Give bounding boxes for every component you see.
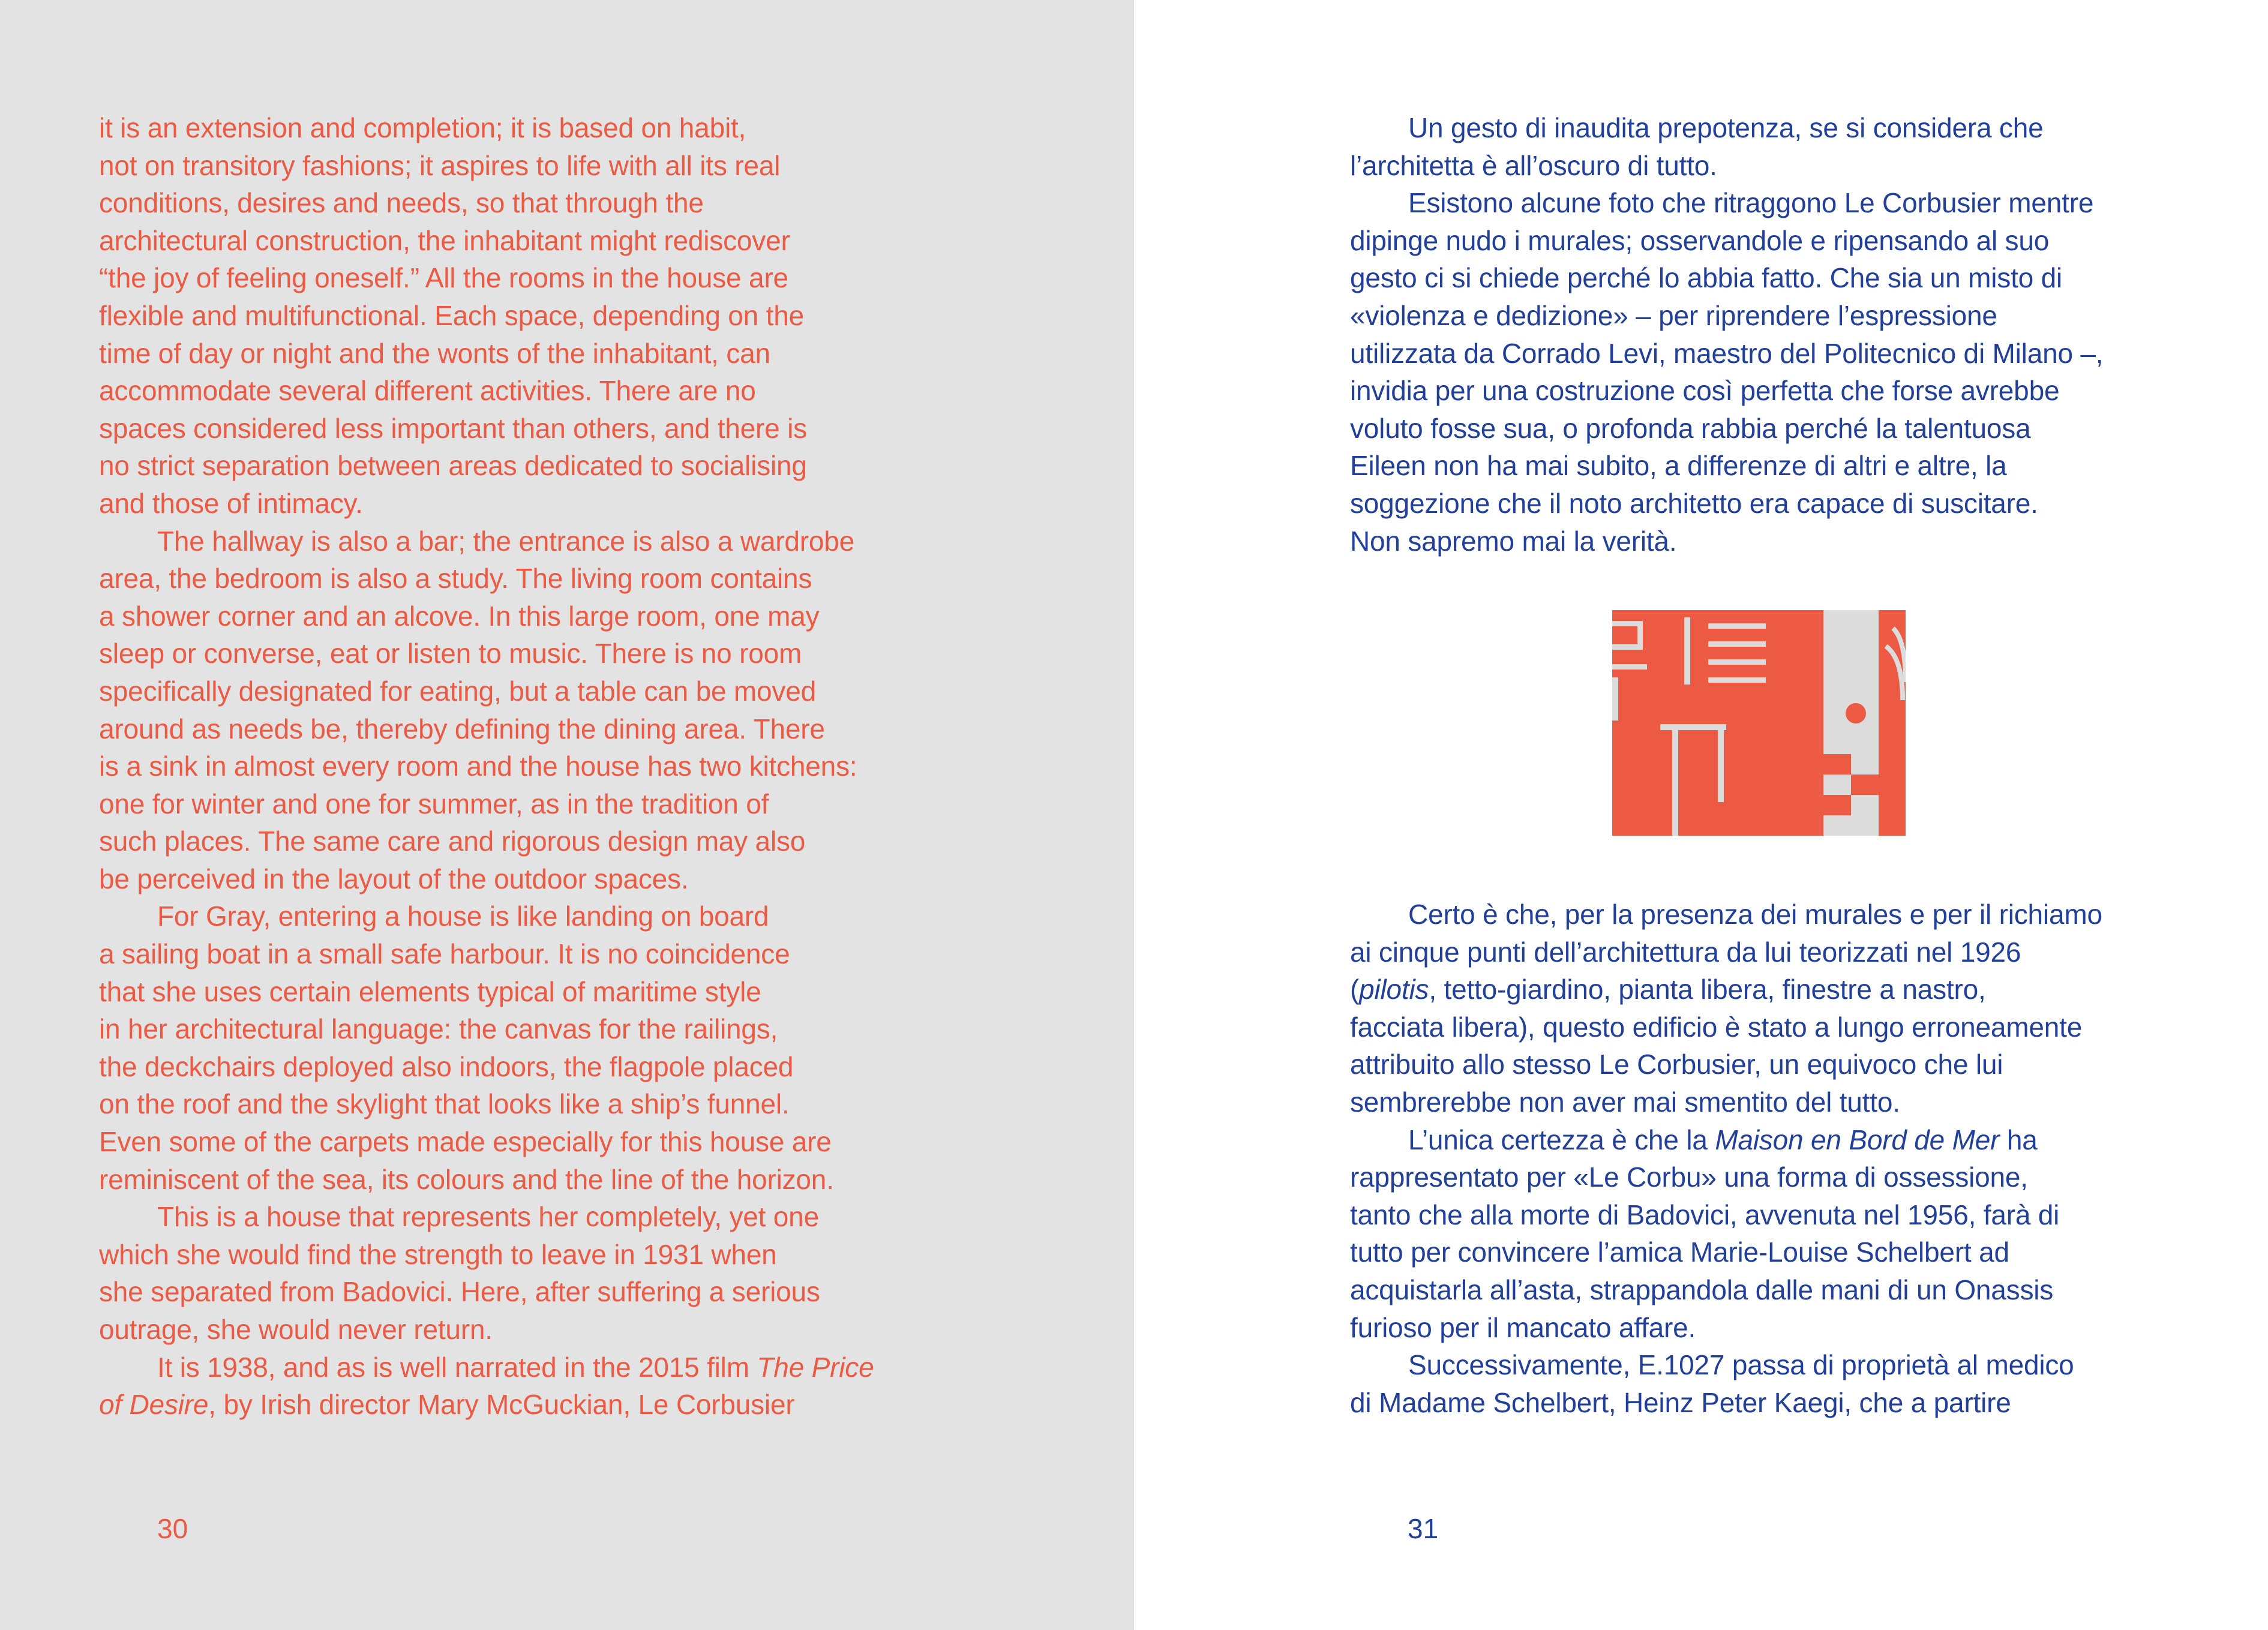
text-line: be perceived in the layout of the outdoor spaces.: [99, 863, 689, 894]
text-run: (: [1350, 974, 1360, 1005]
text-line: a shower corner and an alcove. In this large room, one may: [99, 600, 820, 632]
left-page-body: [99, 109, 951, 1424]
text-line: invidia per una costruzione così perfetta che forse avrebbe: [1350, 375, 2060, 407]
text-line: Non sapremo mai la verità.: [1350, 525, 1677, 557]
text-line: Certo è che, per la presenza dei murales e per il richiamo: [1408, 899, 2102, 930]
text-line: [1350, 1121, 2202, 1159]
mural-block: [1823, 795, 1851, 815]
right-page: [1134, 0, 2268, 1630]
text-run: , tetto-giardino, pianta libera, finestre a nastro,: [1429, 974, 1986, 1005]
text-line: no strict separation between areas dedicated to socialising: [99, 450, 807, 482]
text-line: Esistono alcune foto che ritraggono Le Corbusier mentre: [1408, 187, 2094, 219]
text-line: flexible and multifunctional. Each space, depending on the: [99, 299, 804, 331]
text-line: in her architectural language: the canvas for the railings,: [99, 1013, 778, 1045]
paragraph-4: [99, 1198, 951, 1348]
text-line: is a sink in almost every room and the house has two kitchens:: [99, 751, 857, 782]
text-line: Successivamente, E.1027 passa di proprietà al medico: [1408, 1349, 2074, 1381]
paragraph-3: [99, 897, 951, 1198]
text-line: ai cinque punti dell’architettura da lui teorizzati nel 1926: [1350, 936, 2021, 968]
text-line: reminiscent of the sea, its colours and the line of the horizon.: [99, 1163, 834, 1195]
text-line: “the joy of feeling oneself.” All the rooms in the house are: [99, 262, 788, 294]
pilotis-italic: pilotis: [1359, 974, 1429, 1005]
text-line: not on transitory fashions; it aspires to life with all its real: [99, 149, 781, 181]
text-line: that she uses certain elements typical of maritime style: [99, 975, 761, 1007]
mural-block: [1823, 754, 1851, 775]
paragraph-2: [1350, 184, 2202, 560]
paragraph-1: [99, 109, 951, 523]
text-line: For Gray, entering a house is like landing on board: [157, 900, 769, 932]
text-line: tutto per convincere l’amica Marie-Louise Schelbert ad: [1350, 1236, 2009, 1268]
text-line: the deckchairs deployed also indoors, the flagpole placed: [99, 1050, 794, 1082]
text-line: on the roof and the skylight that looks like a ship’s funnel.: [99, 1088, 790, 1120]
paragraph-1: [1350, 109, 2202, 184]
text-line: gesto ci si chiede perché lo abbia fatto. Che sia un misto di: [1350, 262, 2063, 294]
text-line: a sailing boat in a small safe harbour. It is no coincidence: [99, 938, 790, 970]
text-line: [99, 1386, 951, 1424]
text-line: [99, 1349, 951, 1386]
text-line: di Madame Schelbert, Heinz Peter Kaegi, che a partire: [1350, 1386, 2011, 1418]
paragraph-5: [1350, 1346, 2202, 1421]
text-line: outrage, she would never return.: [99, 1314, 493, 1345]
text-line: specifically designated for eating, but a table can be moved: [99, 675, 816, 707]
text-line: [1350, 971, 2202, 1008]
maison-title-italic: Maison en Bord de Mer: [1715, 1124, 2000, 1155]
text-line: Eileen non ha mai subito, a differenze di altri e altre, la: [1350, 450, 2007, 482]
text-line: voluto fosse sua, o profonda rabbia perché la talentuosa: [1350, 412, 2031, 444]
text-line: rappresentato per «Le Corbu» una forma di ossessione,: [1350, 1161, 2028, 1193]
page-number: 30: [157, 1513, 188, 1544]
text-line: one for winter and one for summer, as in the tradition of: [99, 788, 769, 819]
text-line: dipinge nudo i murales; osservandole e ripensando al suo: [1350, 224, 2050, 256]
text-line: architectural construction, the inhabitant might rediscover: [99, 224, 790, 256]
text-line: soggezione che il noto architetto era capace di suscitare.: [1350, 487, 2038, 519]
text-line: area, the bedroom is also a study. The living room contains: [99, 563, 812, 595]
page-number: 31: [1408, 1513, 1439, 1544]
text-line: facciata libera), questo edificio è stato a lungo erroneamente: [1350, 1011, 2083, 1043]
mural-dot: [1846, 703, 1866, 724]
text-line: and those of intimacy.: [99, 487, 363, 519]
text-line: around as needs be, thereby defining the dining area. There: [99, 713, 825, 745]
text-line: Even some of the carpets made especially for this house are: [99, 1126, 832, 1158]
text-line: such places. The same care and rigorous design may also: [99, 825, 806, 857]
text-run: , by Irish director Mary McGuckian, Le Corbusier: [208, 1389, 795, 1421]
right-page-body-top: [1350, 109, 2202, 560]
text-line: l’architetta è all’oscuro di tutto.: [1350, 149, 1717, 181]
text-line: which she would find the strength to leave in 1931 when: [99, 1238, 777, 1270]
text-line: spaces considered less important than others, and there is: [99, 412, 807, 444]
text-line: furioso per il mancato affare.: [1350, 1311, 1696, 1343]
film-title-italic: of Desire: [99, 1389, 209, 1421]
text-line: This is a house that represents her completely, yet one: [157, 1201, 819, 1233]
paragraph-2: [99, 523, 951, 898]
text-line: Un gesto di inaudita prepotenza, se si considera che: [1408, 112, 2044, 143]
text-line: The hallway is also a bar; the entrance is also a wardrobe: [157, 525, 855, 557]
text-line: she separated from Badovici. Here, after suffering a serious: [99, 1276, 820, 1308]
text-line: acquistarla all’asta, strappandola dalle mani di un Onassis: [1350, 1274, 2054, 1305]
text-line: conditions, desires and needs, so that through the: [99, 187, 704, 219]
text-line: «violenza e dedizione» – per riprendere l’espressione: [1350, 299, 1997, 331]
text-line: sembrerebbe non aver mai smentito del tutto.: [1350, 1086, 1900, 1118]
paragraph-3: [1350, 896, 2202, 1121]
mural-block: [1851, 775, 1879, 795]
mural-illustration: [1612, 610, 1906, 836]
text-line: tanto che alla morte di Badovici, avvenuta nel 1956, farà di: [1350, 1199, 2060, 1230]
text-line: sleep or converse, eat or listen to music. There is no room: [99, 638, 802, 670]
text-line: time of day or night and the wonts of the inhabitant, can: [99, 337, 770, 369]
text-line: utilizzata da Corrado Levi, maestro del Politecnico di Milano –,: [1350, 337, 2104, 369]
text-run: ha: [1999, 1124, 2038, 1155]
text-run: It is 1938, and as is well narrated in the 2015 film: [157, 1351, 757, 1383]
paragraph-5: [99, 1349, 951, 1424]
right-page-body-bottom: [1350, 896, 2202, 1421]
film-title-italic: The Price: [757, 1351, 874, 1383]
text-line: accommodate several different activities. There are no: [99, 375, 756, 407]
text-line: it is an extension and completion; it is based on habit,: [99, 112, 746, 143]
text-line: attribuito allo stesso Le Corbusier, un equivoco che lui: [1350, 1049, 2003, 1080]
paragraph-4: [1350, 1121, 2202, 1347]
text-run: L’unica certezza è che la: [1408, 1124, 1715, 1155]
